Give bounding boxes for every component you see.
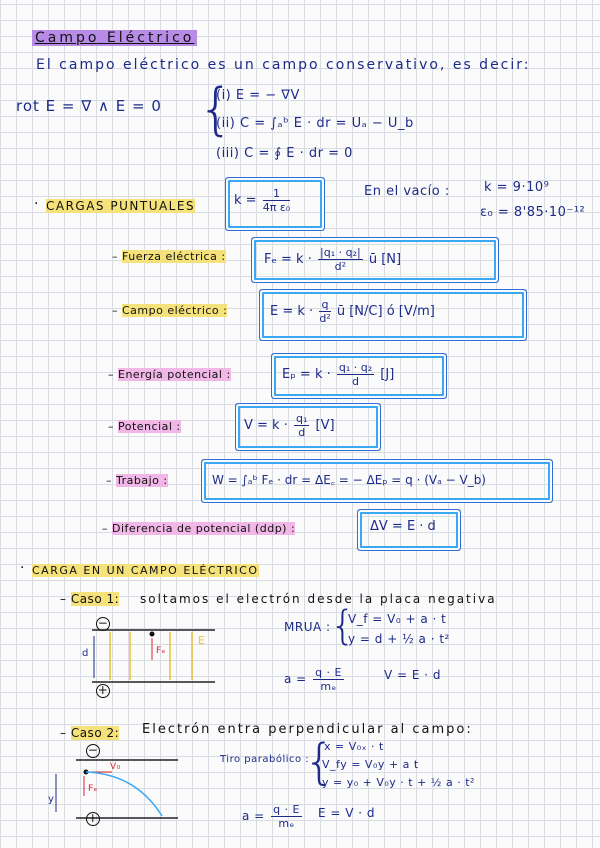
negative-plate-icon: − bbox=[97, 616, 109, 630]
bullet: · bbox=[34, 196, 39, 212]
tiro-eq3: y = y₀ + V₀y · t + ½ a · t² bbox=[322, 776, 475, 789]
tiro-eq1: x = V₀ₓ · t bbox=[324, 740, 384, 753]
negative-plate-icon: − bbox=[87, 743, 99, 757]
label-potencial: – Potencial : bbox=[108, 420, 181, 433]
condition-2: (ii) C = ∫ₐᵇ E · dr = Uₐ − U_b bbox=[216, 116, 414, 131]
caso2-accel: a = $\frac{q \cdot E}{\text{mₑ}}$ bbox=[242, 803, 300, 830]
condition-3: (iii) C = ∮ E · dr = 0 bbox=[216, 146, 353, 161]
campo-formula: E = k · $\frac{q}{\text{d²}}$ ū [N/C] ó [V/m] bbox=[270, 298, 435, 325]
vacuum-label: En el vacío : bbox=[364, 184, 450, 199]
label-fuerza: – Fuerza eléctrica : bbox=[112, 250, 226, 263]
force-label: Fₑ bbox=[156, 646, 166, 656]
tiro-label: Tiro parabólico : bbox=[220, 754, 310, 765]
distance-label: d bbox=[82, 648, 89, 659]
force-label: Fₑ bbox=[88, 784, 98, 794]
bullet: · bbox=[20, 560, 25, 576]
tiro-eq2: V_fy = V₀y + a t bbox=[322, 758, 419, 771]
trabajo-formula: W = ∫ₐᵇ Fₑ · dr = ΔE꜀ = − ΔEₚ = q · (Vₐ − V_b) bbox=[212, 473, 486, 487]
mrua-label: MRUA : bbox=[284, 620, 331, 634]
label-trabajo: – Trabajo : bbox=[106, 474, 168, 487]
positive-plate-icon: + bbox=[87, 811, 99, 825]
e0-value: ε₀ = 8'85·10⁻¹² bbox=[480, 205, 586, 220]
potencial-formula: V = k · $\frac{\text{q₁}}{d}$ [V] bbox=[244, 412, 335, 439]
tiro-brace: { bbox=[304, 734, 336, 790]
caso2-text: Electrón entra perpendicular al campo: bbox=[142, 722, 473, 737]
caso1-accel: a = $\frac{q \cdot E}{\text{mₑ}}$ bbox=[284, 666, 342, 693]
energia-formula: Eₚ = k · $\frac{\text{q₁ · q₂}}{d}$ [J] bbox=[282, 361, 395, 388]
caso2-e-eq: E = V · d bbox=[318, 806, 376, 820]
mrua-eq2: y = d + ½ a · t² bbox=[348, 632, 450, 646]
field-label: E bbox=[198, 634, 206, 647]
intro-text: El campo eléctrico es un campo conservativo, es decir: bbox=[36, 57, 531, 73]
section-carga-campo: CARGA EN UN CAMPO ELÉCTRICO bbox=[32, 564, 259, 577]
v0-label: V₀ bbox=[110, 762, 121, 772]
k-definition: k = $\frac{1}{\text{4π ε₀}}$ bbox=[234, 187, 291, 214]
page-title: Campo Eléctrico bbox=[32, 30, 197, 46]
mrua-eq1: V_f = V₀ + a · t bbox=[348, 612, 447, 626]
y-label: y bbox=[48, 794, 55, 805]
conditions-brace: { bbox=[198, 77, 235, 142]
label-ddp: – Diferencia de potencial (ddp) : bbox=[102, 522, 296, 535]
caso1-text: soltamos el electrón desde la placa negativa bbox=[140, 592, 497, 606]
condition-1: (i) E = − ∇V bbox=[216, 88, 300, 103]
ddp-formula: ΔV = E · d bbox=[370, 519, 436, 534]
label-campo: – Campo eléctrico : bbox=[112, 304, 228, 317]
mrua-brace: { bbox=[330, 603, 356, 649]
caso1-label: – Caso 1: bbox=[60, 592, 120, 606]
caso2-diagram bbox=[66, 752, 186, 832]
label-energia: – Energía potencial : bbox=[108, 368, 231, 381]
section-cargas-puntuales: CARGAS PUNTUALES bbox=[46, 199, 196, 213]
rot-equation: rot E = ∇ ∧ E = 0 bbox=[16, 97, 162, 115]
caso2-label: – Caso 2: bbox=[60, 726, 120, 740]
caso1-v-eq: V = E · d bbox=[384, 668, 442, 682]
positive-plate-icon: + bbox=[97, 683, 109, 697]
fuerza-formula: Fₑ = k · $\frac{\text{|q₁ · q₂|}}{\text{d²}}$ ū [N] bbox=[264, 246, 402, 273]
k-value: k = 9·10⁹ bbox=[484, 180, 550, 195]
